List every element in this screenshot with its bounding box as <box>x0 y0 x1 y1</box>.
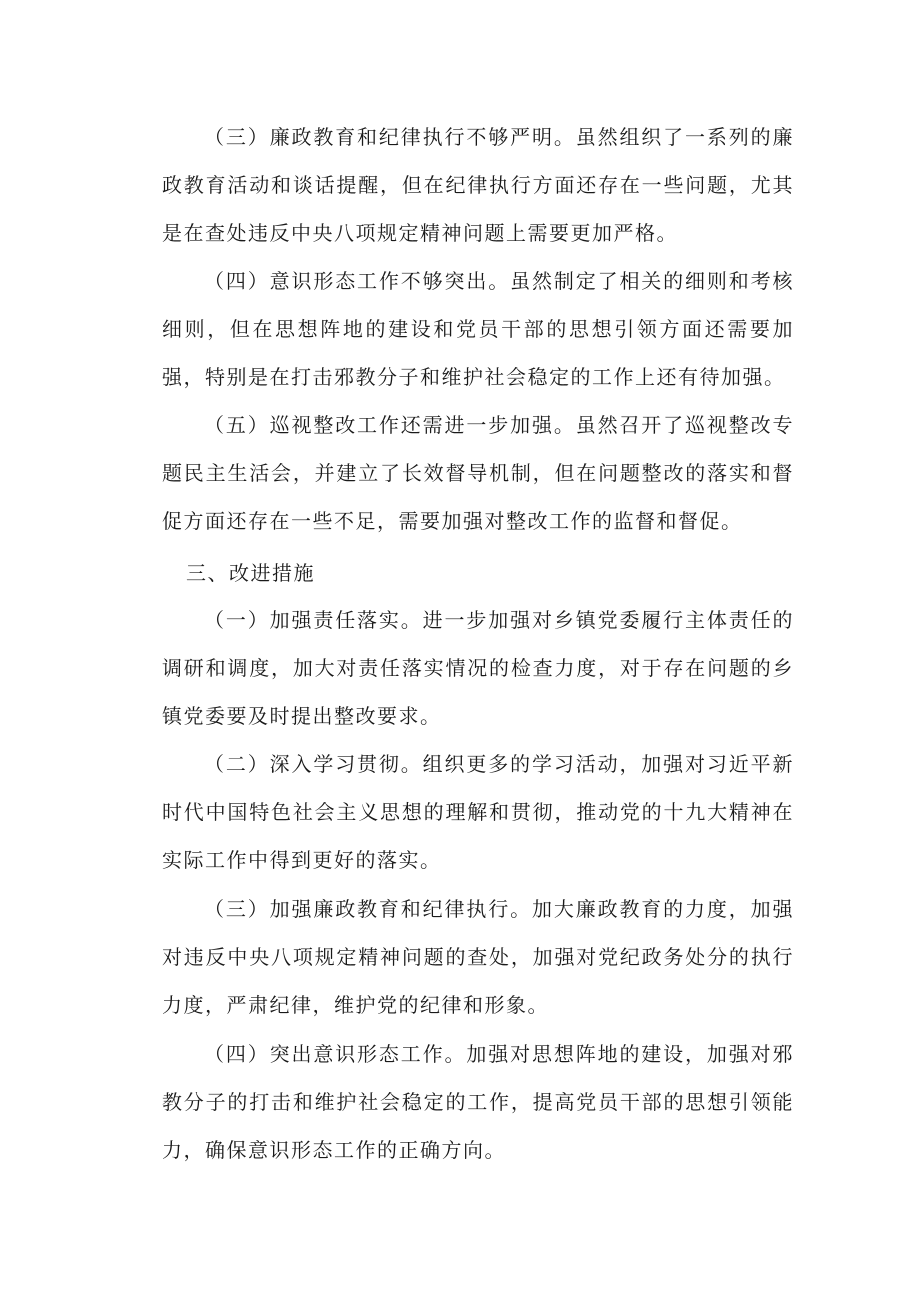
paragraph-issue-4: （四）意识形态工作不够突出。虽然制定了相关的细则和考核细则，但在思想阵地的建设和党员干部的思想引领方面还需要加强，特别是在打击邪教分子和维护社会稳定的工作上还有待加强。 <box>162 269 794 389</box>
paragraph-issue-3: （三）廉政教育和纪律执行不够严明。虽然组织了一系列的廉政教育活动和谈话提醒，但在纪律执行方面还存在一些问题，尤其是在查处违反中央八项规定精神问题上需要更加严格。 <box>162 125 794 245</box>
paragraph-measure-1: （一）加强责任落实。进一步加强对乡镇党委履行主体责任的调研和调度，加大对责任落实情况的检查力度，对于存在问题的乡镇党委要及时提出整改要求。 <box>162 608 794 728</box>
paragraph-issue-5: （五）巡视整改工作还需进一步加强。虽然召开了巡视整改专题民主生活会，并建立了长效督导机制，但在问题整改的落实和督促方面还存在一些不足，需要加强对整改工作的监督和督促。 <box>162 413 794 533</box>
section-heading: 三、改进措施 <box>186 561 315 585</box>
paragraph-measure-3: （三）加强廉政教育和纪律执行。加大廉政教育的力度，加强对违反中央八项规定精神问题的查处，加强对党纪政务处分的执行力度，严肃纪律，维护党的纪律和形象。 <box>162 897 794 1017</box>
paragraph-measure-4: （四）突出意识形态工作。加强对思想阵地的建设，加强对邪教分子的打击和维护社会稳定的工作，提高党员干部的思想引领能力，确保意识形态工作的正确方向。 <box>162 1042 794 1162</box>
paragraph-measure-2: （二）深入学习贯彻。组织更多的学习活动，加强对习近平新时代中国特色社会主义思想的理解和贯彻，推动党的十九大精神在实际工作中得到更好的落实。 <box>162 752 794 872</box>
